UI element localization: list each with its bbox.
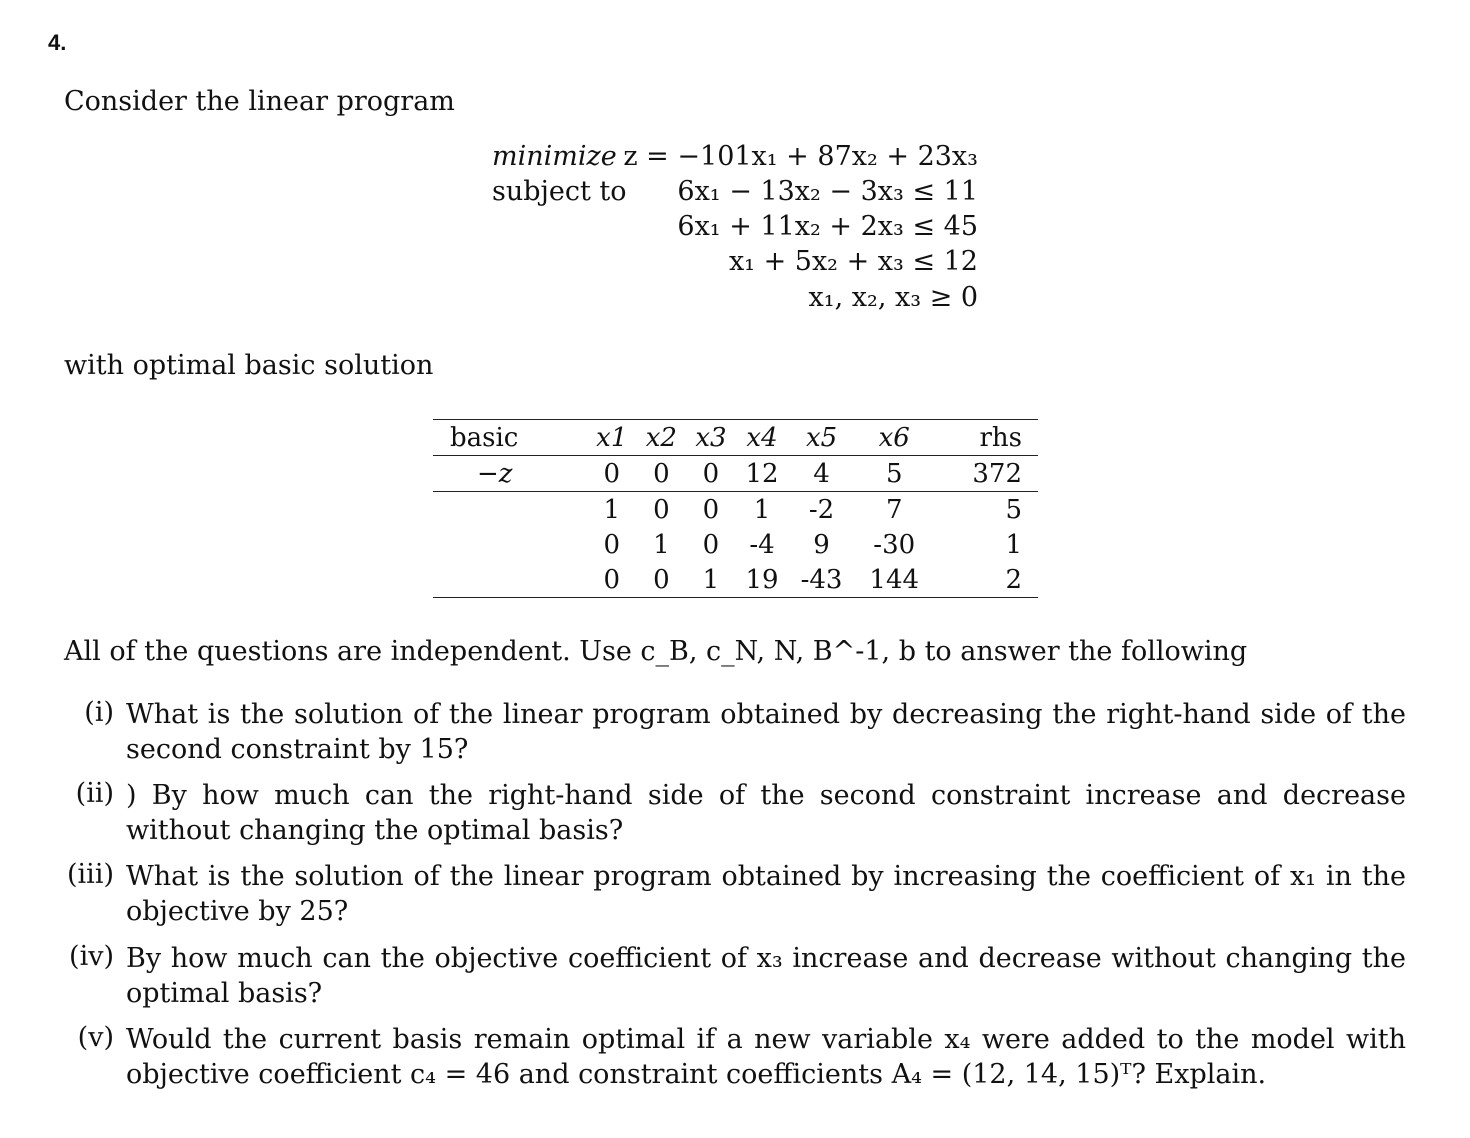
- header-rhs: rhs: [979, 422, 1022, 453]
- cell: 0: [653, 458, 670, 489]
- cell: 1: [1005, 529, 1022, 560]
- cell: 12: [745, 458, 779, 489]
- cell: 1: [603, 494, 621, 525]
- question-text: What is the solution of the linear program obtained by increasing the coefficient of x₁ in the objective by 25?: [126, 861, 1406, 927]
- constraint-label: subject to: [492, 176, 627, 207]
- constraint-3: x₁ + 5x₂ + x₃ ≤ 12: [728, 246, 978, 277]
- intro-text: Consider the linear program: [64, 86, 455, 117]
- question-number: (iv): [69, 941, 114, 972]
- header-x3: x3: [695, 422, 727, 453]
- constraint-1: 6x₁ − 13x₂ − 3x₃ ≤ 11: [677, 176, 978, 207]
- optimal-solution-text: with optimal basic solution: [64, 350, 434, 381]
- cell: 5: [885, 458, 903, 489]
- header-x6: x6: [878, 422, 910, 453]
- question-text: Would the current basis remain optimal if a new variable x₄ were added to the model with objective coefficient c₄ = 46 and constraint coefficients A₄ = (12, 14, 15)ᵀ? Explain.: [126, 1024, 1406, 1090]
- cell: 0: [653, 564, 670, 595]
- header-x2: x2: [645, 422, 677, 453]
- tableau-objective-row: [433, 456, 1038, 492]
- question-text: By how much can the objective coefficient of x₃ increase and decrease without changing the optimal basis?: [126, 943, 1406, 1009]
- cell: 0: [702, 458, 720, 489]
- header-x1: x1: [596, 422, 628, 453]
- cell: 1: [753, 494, 771, 525]
- tableau-header-row: [433, 420, 1038, 456]
- constraint-2: 6x₁ + 11x₂ + 2x₃ ≤ 45: [677, 211, 978, 242]
- question-number: (ii): [75, 778, 114, 809]
- objective-label: minimize: [492, 141, 617, 172]
- simplex-tableau: [433, 419, 1038, 598]
- table-row: [433, 492, 1038, 528]
- cell: 4: [813, 458, 830, 489]
- cell: 7: [885, 494, 903, 525]
- cell: 2: [1005, 564, 1022, 595]
- question-text: ) By how much can the right-hand side of the second constraint increase and decrease without changing the optimal basis?: [126, 780, 1406, 846]
- cell: 19: [745, 564, 779, 595]
- instructions-text: All of the questions are independent. Use c_B, c_N, N, B^-1, b to answer the following: [64, 636, 1248, 667]
- objective-function: z = −101x₁ + 87x₂ + 23x₃: [623, 141, 978, 172]
- cell: 0: [603, 458, 621, 489]
- table-row: [433, 562, 1038, 598]
- cell: -2: [808, 494, 835, 525]
- question-v: [64, 1022, 1406, 1092]
- question-number: (i): [84, 697, 114, 728]
- cell: 1: [702, 564, 720, 595]
- cell: 5: [1005, 494, 1022, 525]
- question-iv: [64, 941, 1406, 1011]
- nonnegativity-constraint: x₁, x₂, x₃ ≥ 0: [808, 282, 978, 313]
- header-basic: basic: [450, 422, 519, 453]
- cell: -4: [749, 529, 775, 560]
- cell: -30: [873, 529, 916, 560]
- question-number: (iii): [67, 859, 114, 890]
- header-x5: x5: [805, 422, 838, 453]
- question-ii: [64, 778, 1406, 848]
- cell: [433, 527, 587, 562]
- question-i: [64, 697, 1406, 767]
- problem-number: 4.: [48, 30, 67, 55]
- cell: [433, 562, 587, 598]
- cell: −z: [477, 458, 513, 489]
- cell: 0: [603, 529, 621, 560]
- question-text: What is the solution of the linear program obtained by decreasing the right-hand side of the second constraint by 15?: [126, 699, 1406, 765]
- cell: 0: [603, 564, 621, 595]
- cell: 0: [653, 494, 670, 525]
- header-x4: x4: [746, 422, 778, 453]
- cell: 0: [702, 529, 720, 560]
- question-number: (v): [77, 1022, 114, 1053]
- cell: 144: [869, 564, 920, 595]
- cell: -43: [800, 564, 843, 595]
- cell: 1: [653, 529, 670, 560]
- table-row: [433, 527, 1038, 562]
- question-iii: [64, 859, 1406, 929]
- cell: 0: [702, 494, 720, 525]
- cell: 372: [972, 458, 1022, 489]
- cell: [433, 492, 587, 528]
- cell: 9: [813, 529, 830, 560]
